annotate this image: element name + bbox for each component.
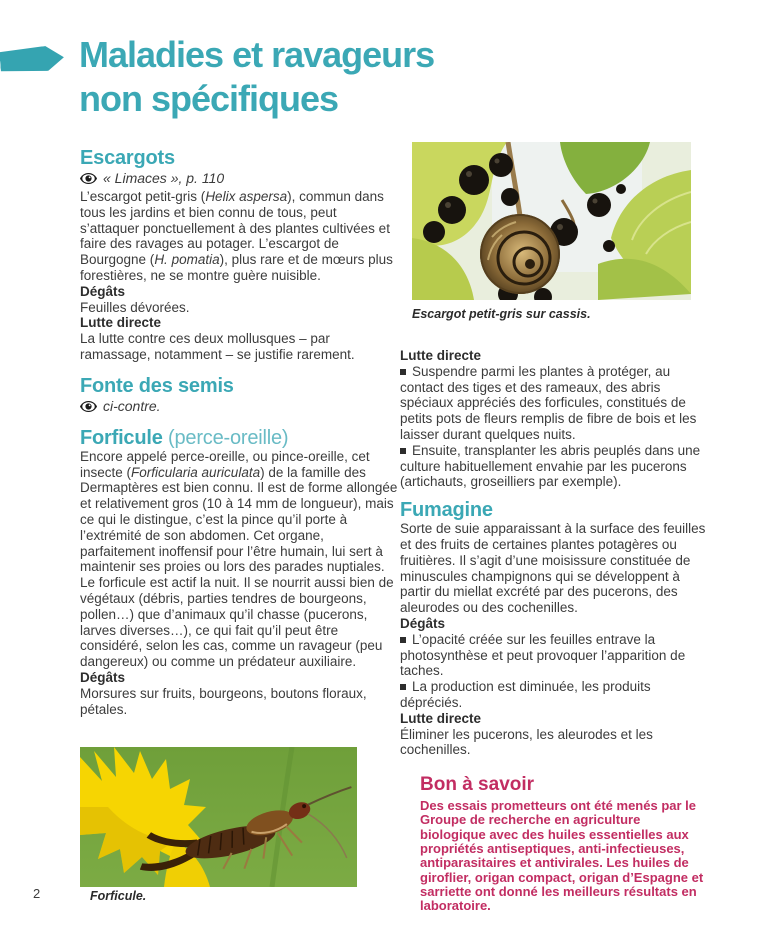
eye-icon (80, 401, 97, 412)
bon-a-savoir-text: Des essais prometteurs ont été menés par le Groupe de recherche en agriculture biologique avec des huiles essentielles aux propriétés antiseptiques, anti-infectieuses, antiparasitaires et antivirales. Les huiles de giroflier, origan compact, origan d’Espagne et sarriette ont donné les meilleurs résultats en laboratoire. (420, 798, 704, 914)
lutte-label: Lutte directe (400, 710, 482, 726)
arrow-icon (0, 45, 65, 74)
bullet-item (400, 364, 706, 443)
earwig-photo (80, 747, 357, 887)
bullet-text: Ensuite, transplanter les abris peuplés dans une culture habituellement envahie par les pucerons (artichauts, groseilliers par exemple). (400, 442, 701, 490)
page-title-line1: Maladies et ravageurs (79, 34, 435, 75)
square-bullet-icon (400, 448, 406, 454)
page-number: 2 (33, 886, 41, 901)
degats-label: Dégâts (400, 615, 446, 631)
forficule-para1: Encore appelé perce-oreille, ou pince-oreille, cet insecte (Forficularia auriculata) de la famille des Dermaptères est bien connu. Il est de forme allongée et relativement gros (10 à 14 mm de longueur), mais ce qui le distingue, c’est la pince qu’il porte à l’extrémité de son abdomen. Cet organe, parfaitement inoffensif pour l’être humain, lui sert à maintenir ses proies ou lors des parades nuptiales. (80, 448, 398, 575)
lutte-label: Lutte directe (400, 348, 482, 363)
page-title (79, 33, 434, 121)
crossref-text: « Limaces », p. 110 (103, 170, 225, 186)
lutte-text: La lutte contre ces deux mollusques – par ramassage, notamment – se justifie rarement. (80, 331, 355, 362)
page-title-line2: non spécifiques (79, 78, 339, 119)
degats-text: Morsures sur fruits, bourgeons, boutons floraux, pétales. (80, 685, 367, 717)
square-bullet-icon (400, 637, 406, 643)
heading-suffix: (perce-oreille) (162, 426, 289, 449)
fumagine-intro: Sorte de suie apparaissant à la surface des feuilles et des fruits de certaines plantes potagères ou fruitières. Il s’agit d’une moisissure constituée de minuscules champignons qui se développent à partir du miellat excrété par des pucerons, des aleurodes ou des cochenilles. (400, 521, 706, 616)
section-heading-fonte: Fonte des semis (80, 374, 234, 397)
square-bullet-icon (400, 369, 406, 375)
heading-main: Forficule (80, 426, 163, 449)
left-column (80, 148, 398, 717)
bullet-item (400, 443, 706, 490)
bullet-text: Suspendre parmi les plantes à protéger, au contact des tiges et des rameaux, des abris spéciaux appréciés des forficules, constitués de petits pots de fleurs remplis de fibre de bois et les laisser durant quelques nuits. (400, 363, 697, 442)
snail-photo (412, 142, 691, 300)
degats-text: Feuilles dévorées. (80, 299, 190, 315)
lutte-label: Lutte directe (80, 315, 162, 331)
forficule-para2: Le forficule est actif la nuit. Il se nourrit aussi bien de végétaux (débris, parties tendres de bourgeons, pollen…) que d’animaux qu’il chasse (pucerons, larves diverses…), ce qui fait qu’il peut être considéré, selon les cas, comme un ravageur (peu dangereux) ou comme un prédateur auxiliaire. (80, 575, 394, 670)
bon-a-savoir-heading: Bon à savoir (420, 774, 535, 796)
section-heading-fumagine: Fumagine (400, 499, 493, 522)
section-heading-forficule (80, 428, 398, 449)
crossref-fonte (80, 398, 398, 415)
section-heading-escargots: Escargots (80, 147, 175, 169)
lutte-text: Éliminer les pucerons, les aleurodes et les cochenilles. (400, 726, 653, 758)
degats-label: Dégâts (80, 283, 126, 299)
photo-caption: Escargot petit-gris sur cassis. (412, 307, 591, 321)
bullet-text: La production est diminuée, les produits dépréciés. (400, 679, 651, 710)
right-column (400, 348, 706, 914)
bon-a-savoir-box (400, 774, 706, 913)
square-bullet-icon (400, 684, 406, 690)
bullet-item (400, 679, 706, 711)
crossref-limaces (80, 170, 398, 187)
photo-caption: Forficule. (90, 889, 147, 903)
eye-icon (80, 173, 97, 184)
crossref-text: ci-contre. (103, 397, 161, 414)
degats-label: Dégâts (80, 669, 126, 685)
bullet-text: L’opacité créée sur les feuilles entrave la photosynthèse et peut provoquer l’apparition de taches. (400, 631, 686, 679)
bullet-item (400, 632, 706, 679)
escargots-intro: L’escargot petit-gris (Helix aspersa), commun dans tous les jardins et bien connu de tous, peut s’attaquer ponctuellement à des plantes cultivées et faire des ravages au potager. L’escargot de Bourgogne (H. pomatia), plus rare et de mœurs plus forestières, ne se montre guère nuisible. (80, 189, 393, 283)
